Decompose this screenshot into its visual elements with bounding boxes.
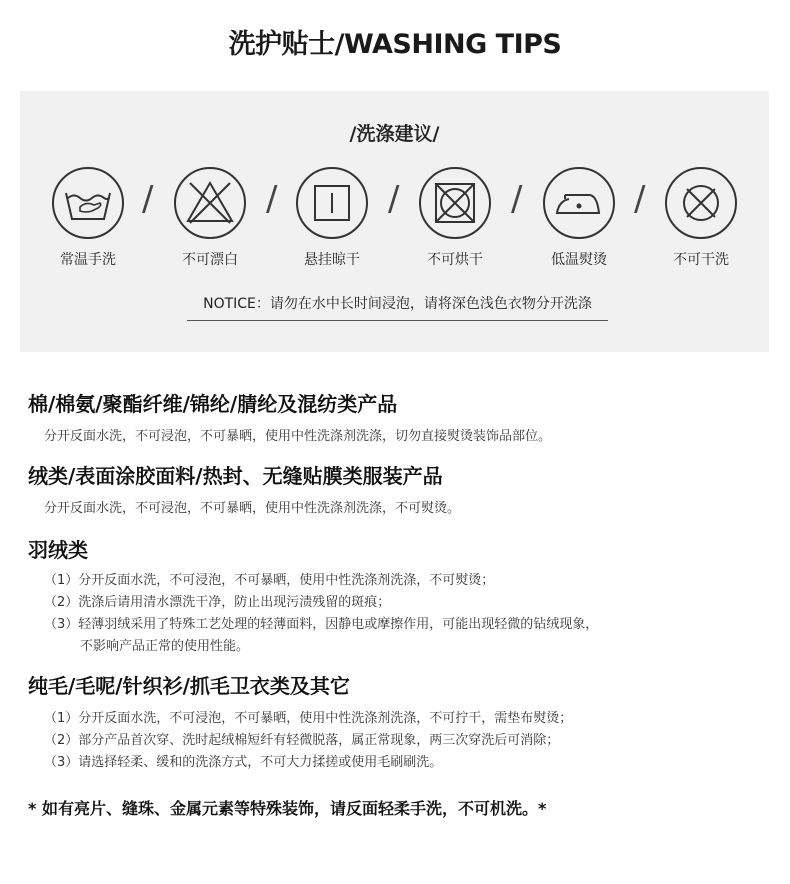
separator-slash: / bbox=[142, 179, 154, 219]
section-heading: 羽绒类 bbox=[28, 538, 88, 562]
section-text: 不影响产品正常的使用性能。 bbox=[80, 639, 250, 654]
care-symbol-no-dry-clean bbox=[651, 165, 751, 269]
washing-symbols-panel bbox=[20, 91, 769, 352]
section-text: （3）请选择轻柔、缓和的洗涤方式，不可大力揉搓或使用毛刷刷洗。 bbox=[44, 755, 443, 770]
hang-dry-icon bbox=[294, 165, 370, 241]
no-bleach-icon bbox=[172, 165, 248, 241]
care-symbol-hand-wash bbox=[38, 165, 138, 269]
notice-text: NOTICE：请勿在水中长时间浸泡，请将深色浅色衣物分开洗涤 bbox=[187, 293, 608, 321]
icon-row bbox=[20, 165, 769, 275]
page-title: 洗护贴士/WASHING TIPS bbox=[228, 29, 562, 60]
panel-title: /洗涤建议/ bbox=[349, 123, 440, 145]
section-heading: 棉/棉氨/聚酯纤维/锦纶/腈纶及混纺类产品 bbox=[28, 392, 398, 416]
care-symbol-no-tumble-dry bbox=[405, 165, 505, 269]
footnote: * 如有亮片、缝珠、金属元素等特殊装饰，请反面轻柔手洗，不可机洗。* bbox=[28, 799, 547, 818]
icon-label: 不可干洗 bbox=[673, 252, 729, 268]
icon-label: 低温熨烫 bbox=[551, 252, 607, 268]
icon-label: 不可烘干 bbox=[427, 252, 483, 268]
section-text: （1）分开反面水洗，不可浸泡，不可暴晒，使用中性洗涤剂洗涤，不可拧干，需垫布熨烫； bbox=[44, 711, 573, 726]
care-symbol-no-bleach bbox=[160, 165, 260, 269]
low-iron-icon bbox=[541, 165, 617, 241]
separator-slash: / bbox=[266, 179, 278, 219]
no-tumble-dry-icon bbox=[417, 165, 493, 241]
section-text: （2）部分产品首次穿、洗时起绒棉短纤有轻微脱落，属正常现象，两三次穿洗后可消除； bbox=[44, 733, 560, 748]
separator-slash: / bbox=[388, 179, 400, 219]
section-heading: 绒类/表面涂胶面料/热封、无缝贴膜类服装产品 bbox=[28, 464, 443, 488]
section-text: （2）洗涤后请用清水漂洗干净，防止出现污渍残留的斑痕； bbox=[44, 595, 391, 610]
care-symbol-low-iron bbox=[529, 165, 629, 269]
no-dry-clean-icon bbox=[663, 165, 739, 241]
section-text: （1）分开反面水洗，不可浸泡，不可暴晒，使用中性洗涤剂洗涤，不可熨烫； bbox=[44, 573, 495, 588]
icon-label: 不可漂白 bbox=[182, 252, 238, 268]
separator-slash: / bbox=[634, 179, 646, 219]
icon-label: 常温手洗 bbox=[60, 252, 116, 268]
icon-label: 悬挂晾干 bbox=[304, 252, 360, 268]
section-text: （3）轻薄羽绒采用了特殊工艺处理的轻薄面料，因静电或摩擦作用，可能出现轻微的钻绒现象， bbox=[44, 617, 599, 632]
hand-wash-icon bbox=[50, 165, 126, 241]
section-heading: 纯毛/毛呢/针织衫/抓毛卫衣类及其它 bbox=[28, 674, 350, 698]
section-text: 分开反面水洗，不可浸泡，不可暴晒，使用中性洗涤剂洗涤，切勿直接熨烫装饰品部位。 bbox=[44, 429, 552, 444]
separator-slash: / bbox=[511, 179, 523, 219]
section-text: 分开反面水洗，不可浸泡，不可暴晒，使用中性洗涤剂洗涤，不可熨烫。 bbox=[44, 501, 461, 516]
care-symbol-hang-dry bbox=[282, 165, 382, 269]
